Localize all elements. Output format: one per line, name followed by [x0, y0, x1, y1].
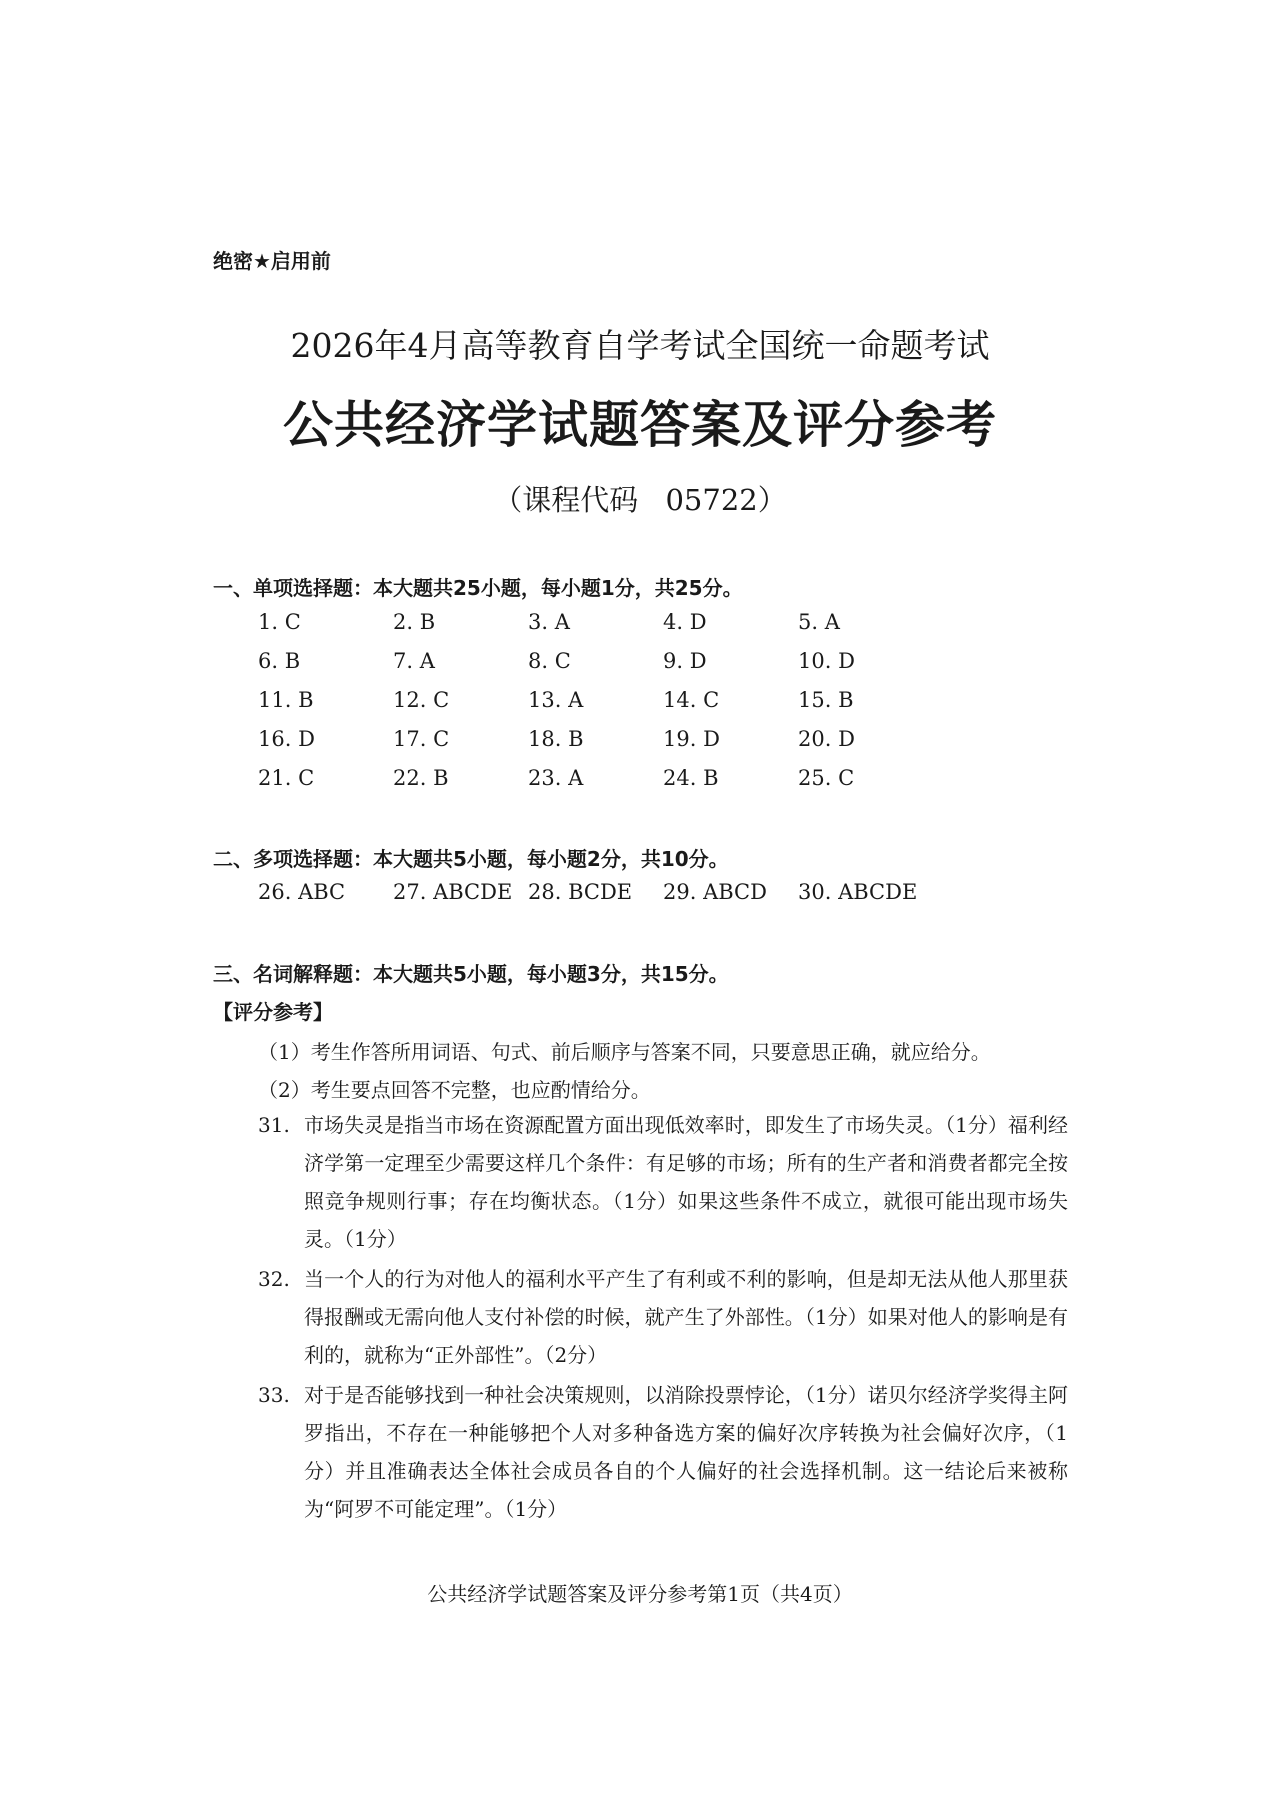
answer-item: 13. A	[528, 688, 584, 712]
question-answer-32	[258, 1260, 1068, 1374]
section-heading-multi-choice: 二、多项选择题：本大题共5小题，每小题2分，共10分。	[213, 847, 729, 871]
answer-item: 23. A	[528, 766, 584, 790]
question-answer-text: 当一个人的行为对他人的福利水平产生了有利或不利的影响，但是却无法从他人那里获得报酬或无需向他人支付补偿的时候，就产生了外部性。（1分）如果对他人的影响是有利的，就称为“正外部性”。（2分）	[304, 1267, 1068, 1367]
answer-item: 22. B	[393, 766, 449, 790]
multi-choice-answers	[258, 880, 1018, 904]
section-heading-single-choice: 一、单项选择题：本大题共25小题，每小题1分，共25分。	[213, 576, 743, 600]
answer-item: 15. B	[798, 688, 854, 712]
grading-note: （1）考生作答所用词语、句式、前后顺序与答案不同，只要意思正确，就应给分。	[258, 1040, 991, 1064]
grading-reference-heading: 【评分参考】	[213, 1000, 333, 1024]
question-number: 32.	[258, 1267, 290, 1291]
answer-item: 12. C	[393, 688, 450, 712]
answer-item: 1. C	[258, 610, 301, 634]
question-answer-text: 市场失灵是指当市场在资源配置方面出现低效率时，即发生了市场失灵。（1分）福利经济学第一定理至少需要这样几个条件：有足够的市场；所有的生产者和消费者都完全按照竞争规则行事；存在均衡状态。（1分）如果这些条件不成立，就很可能出现市场失灵。（1分）	[304, 1113, 1068, 1251]
answer-item: 17. C	[393, 727, 450, 751]
answer-item: 14. C	[663, 688, 720, 712]
exam-title: 2026年4月高等教育自学考试全国统一命题考试	[290, 326, 990, 365]
course-code: （课程代码 05722）	[493, 483, 787, 517]
answer-item: 8. C	[528, 649, 571, 673]
answer-item: 5. A	[798, 610, 840, 634]
answer-item: 18. B	[528, 727, 584, 751]
answer-item: 29. ABCD	[663, 880, 767, 904]
question-number: 33.	[258, 1383, 290, 1407]
answer-item: 10. D	[798, 649, 855, 673]
answer-item: 20. D	[798, 727, 855, 751]
answer-item: 16. D	[258, 727, 315, 751]
answer-item: 25. C	[798, 766, 855, 790]
answer-item: 30. ABCDE	[798, 880, 918, 904]
question-answer-31	[258, 1106, 1068, 1258]
answer-item: 28. BCDE	[528, 880, 633, 904]
answer-item: 4. D	[663, 610, 707, 634]
answer-item: 24. B	[663, 766, 719, 790]
answer-item: 3. A	[528, 610, 570, 634]
answer-item: 19. D	[663, 727, 720, 751]
question-answer-33	[258, 1376, 1068, 1528]
confidential-label: 绝密★启用前	[213, 249, 331, 273]
answer-item: 6. B	[258, 649, 301, 673]
answer-item: 26. ABC	[258, 880, 346, 904]
page-footer: 公共经济学试题答案及评分参考第1页（共4页）	[427, 1582, 853, 1606]
single-choice-answers	[258, 610, 958, 790]
question-number: 31.	[258, 1113, 290, 1137]
section-heading-term-explanation: 三、名词解释题：本大题共5小题，每小题3分，共15分。	[213, 962, 729, 986]
answer-item: 2. B	[393, 610, 436, 634]
answer-item: 7. A	[393, 649, 435, 673]
answer-item: 11. B	[258, 688, 314, 712]
answer-item: 9. D	[663, 649, 707, 673]
page-title: 公共经济学试题答案及评分参考	[283, 395, 997, 454]
question-answer-text: 对于是否能够找到一种社会决策规则，以消除投票悖论，（1分）诺贝尔经济学奖得主阿罗指出，不存在一种能够把个人对多种备选方案的偏好次序转换为社会偏好次序，（1分）并且准确表达全体社会成员各自的个人偏好的社会选择机制。这一结论后来被称为“阿罗不可能定理”。（1分）	[304, 1383, 1068, 1521]
answer-item: 21. C	[258, 766, 315, 790]
grading-note: （2）考生要点回答不完整，也应酌情给分。	[258, 1078, 651, 1102]
answer-item: 27. ABCDE	[393, 880, 513, 904]
